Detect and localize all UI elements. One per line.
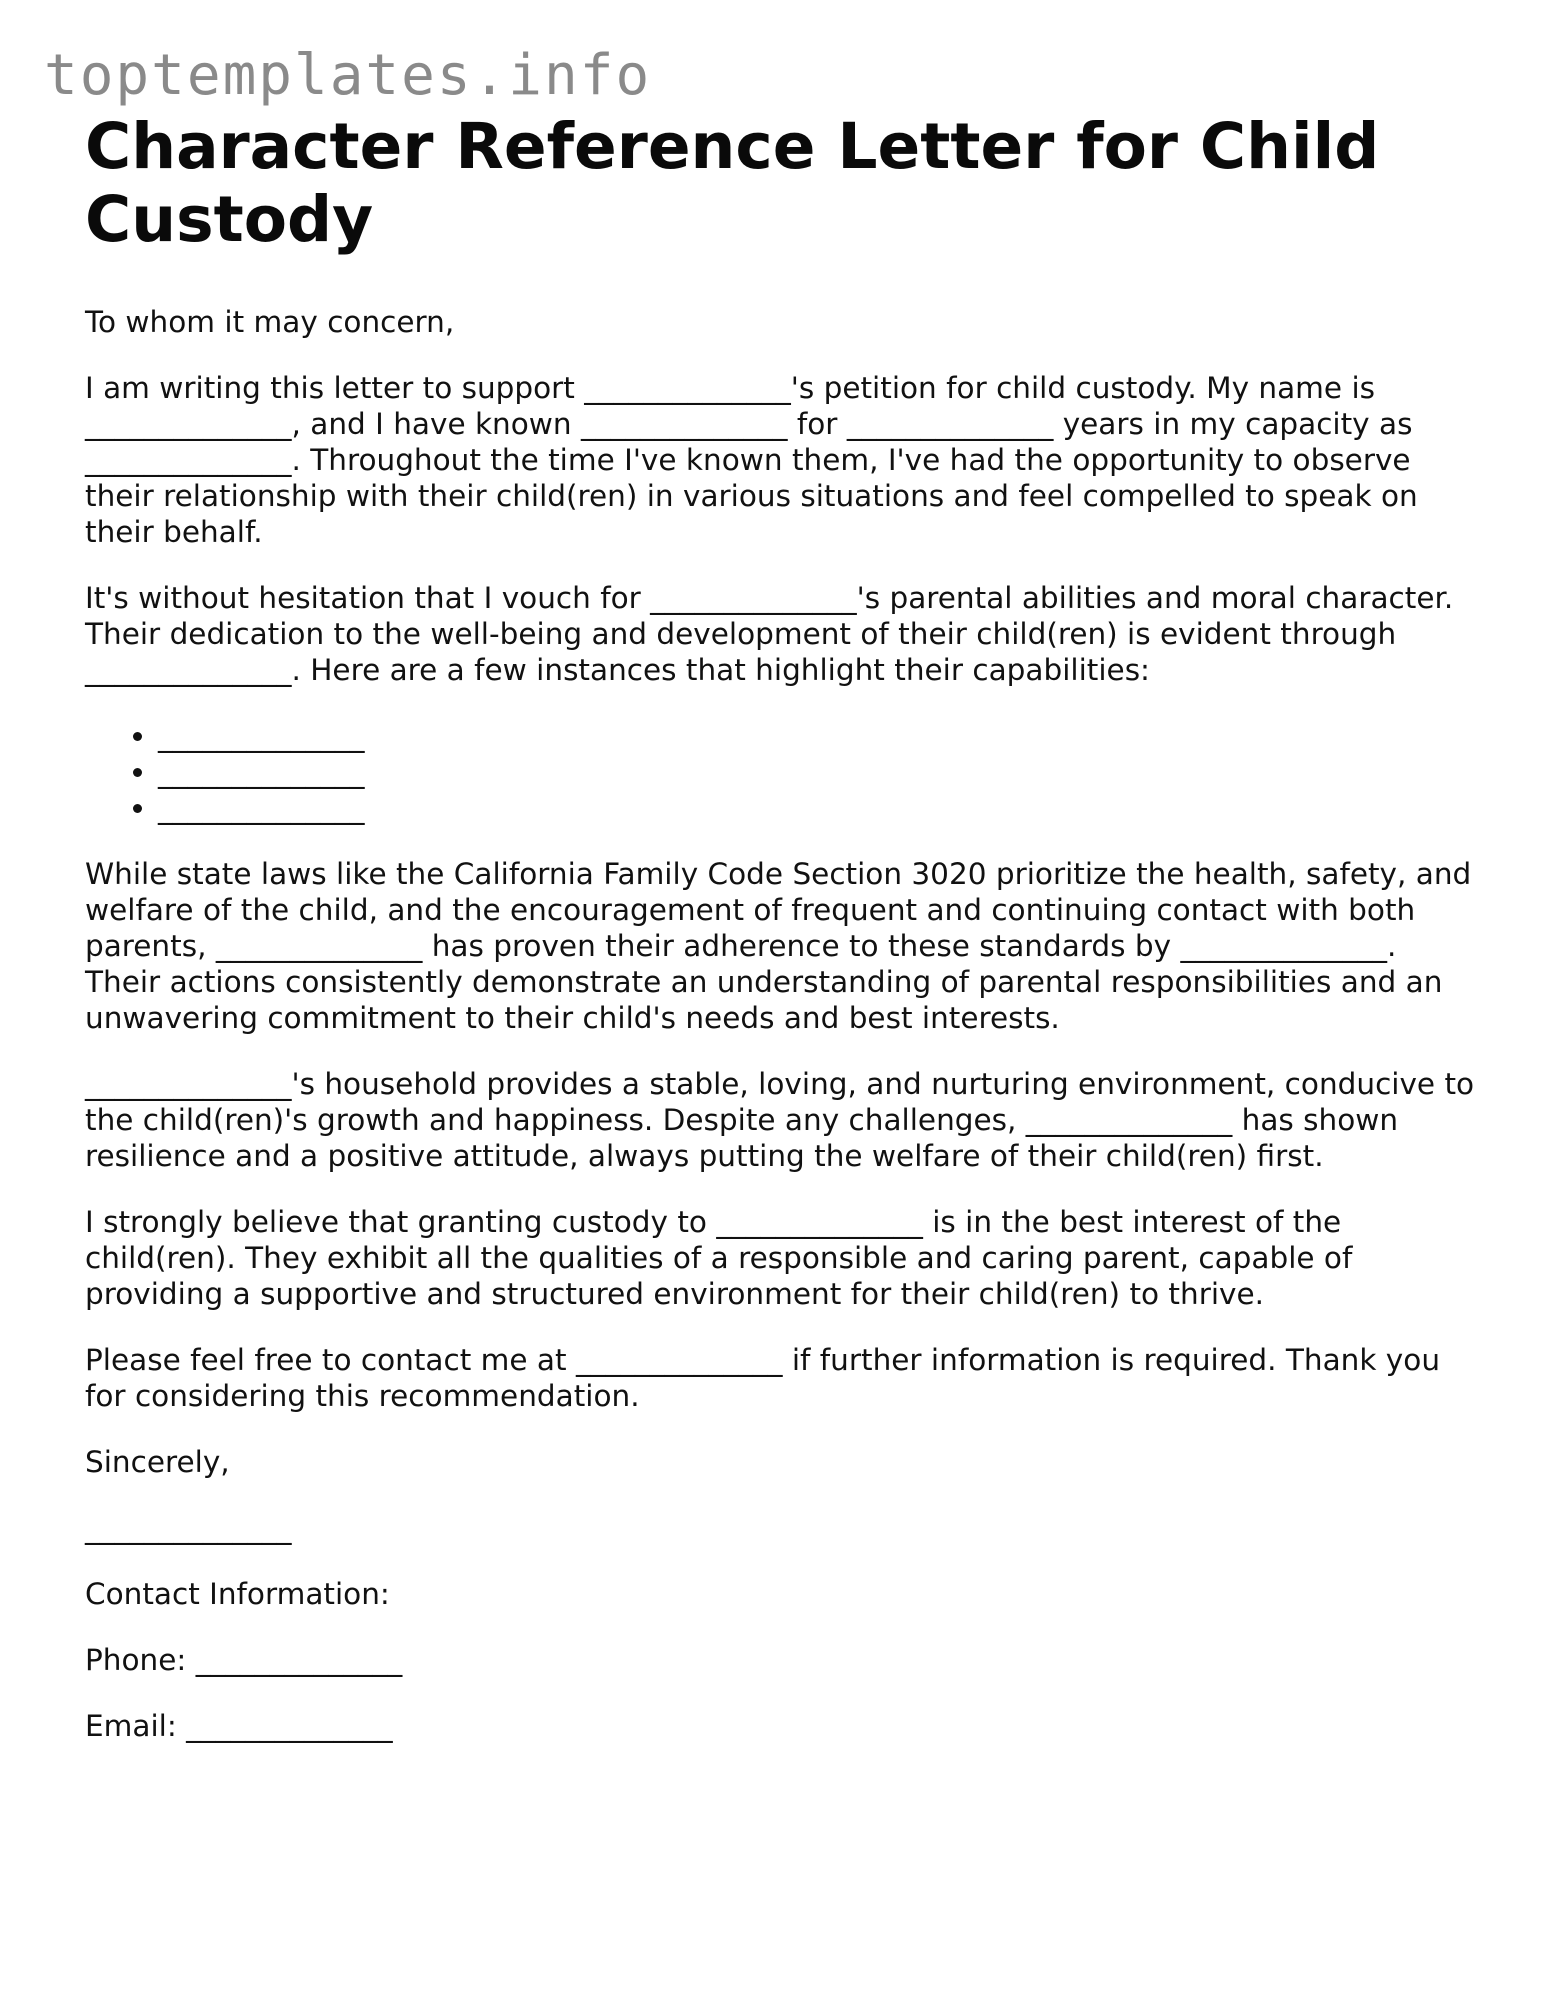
letter-body xyxy=(85,304,1475,1744)
paragraph-state-laws: While state laws like the California Family Code Section 3020 prioritize the health, safety, and welfare of the child, and the encouragement of frequent and continuing contact with both parents, ______________ has proven their adherence to these standards by ______________. Their actions consistently demonstrate an understanding of parental responsibilities and an unwavering commitment to their child's needs and best interests. xyxy=(85,857,1472,1035)
email-line: Email: ______________ xyxy=(85,1709,393,1743)
paragraph-household: ______________'s household provides a stable, loving, and nurturing environment, conducive to the child(ren)'s growth and happiness. Despite any challenges, ______________ has shown resilience and a positive attitude, always putting the welfare of their child(ren) first. xyxy=(85,1067,1475,1173)
instances-list xyxy=(85,718,1475,826)
paragraph-recommendation: I strongly believe that granting custody to ______________ is in the best interest of the child(ren). They exhibit all the qualities of a responsible and caring parent, capable of providing a supportive and structured environment for their child(ren) to thrive. xyxy=(85,1205,1353,1311)
signature-line: ______________ xyxy=(85,1511,292,1545)
letter-title: Character Reference Letter for Child Custody xyxy=(85,110,1380,256)
greeting: To whom it may concern, xyxy=(85,305,455,339)
paragraph-vouch: It's without hesitation that I vouch for ______________'s parental abilities and moral character. Their dedication to the well-being and development of their child(ren) is evident through ______________. Here are a few instances that highlight their capabilities: xyxy=(85,581,1454,687)
list-item: • ______________ xyxy=(158,718,1475,754)
paragraph-introduction: I am writing this letter to support ______________'s petition for child custody. My name is ______________, and I have known ______________ for ______________ years in my capacity as ______________. Throughout the time I've known them, I've had the opportunity to observe their relationship with their child(ren) in various situations and feel compelled to speak on their behalf. xyxy=(85,371,1418,549)
watermark-text: toptemplates.info xyxy=(44,43,652,108)
phone-line: Phone: ______________ xyxy=(85,1643,403,1677)
list-item: • ______________ xyxy=(158,754,1475,790)
contact-heading: Contact Information: xyxy=(85,1577,390,1611)
letter-document xyxy=(85,110,1475,1774)
list-item: • ______________ xyxy=(158,790,1475,826)
closing: Sincerely, xyxy=(85,1445,230,1479)
paragraph-contact-request: Please feel free to contact me at ______________ if further information is required. Thank you for considering this recommendation. xyxy=(85,1343,1441,1413)
